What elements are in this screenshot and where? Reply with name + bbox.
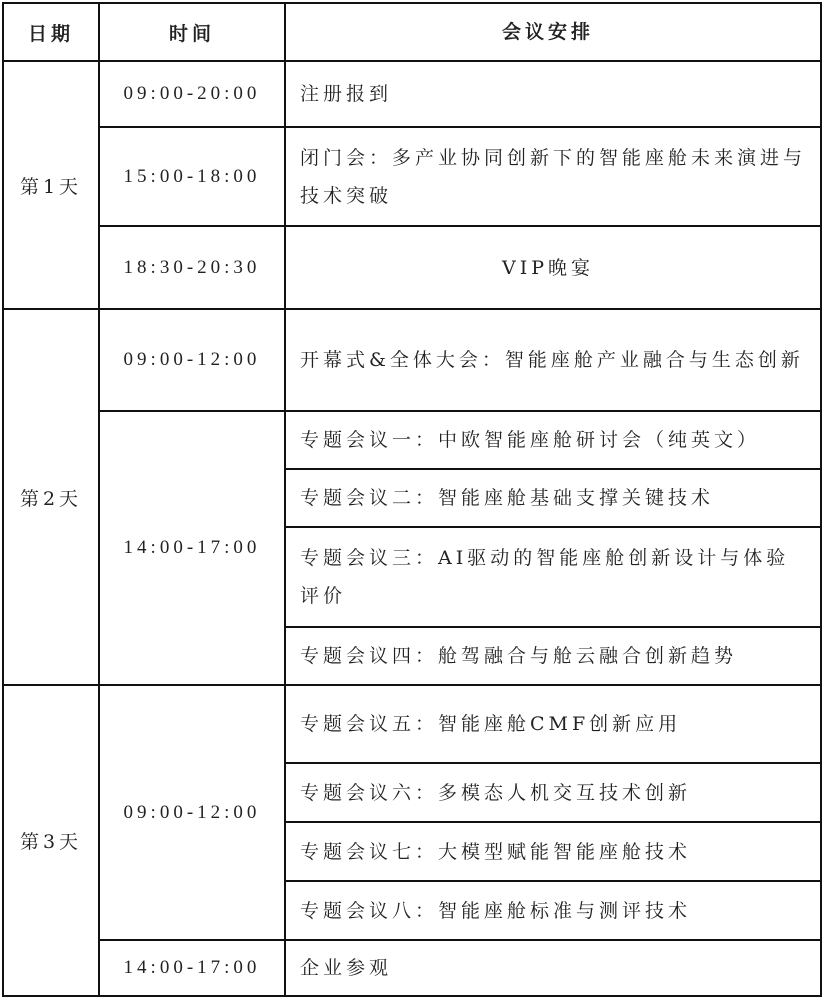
- session-item: 专题会议六：多模态人机交互技术创新: [285, 763, 821, 822]
- session-item: 专题会议八：智能座舱标准与测评技术: [285, 881, 821, 940]
- time-slot: 09:00-12:00: [99, 685, 285, 940]
- time-slot: 09:00-12:00: [99, 309, 285, 411]
- conference-schedule-table: [2, 2, 822, 997]
- header-agenda: 会议安排: [285, 3, 821, 61]
- time-slot: 15:00-18:00: [99, 127, 285, 226]
- session-item: 专题会议二：智能座舱基础支撑关键技术: [285, 469, 821, 527]
- session-item: 注册报到: [285, 61, 821, 127]
- day-label: 第2天: [3, 309, 99, 685]
- header-row: [3, 3, 821, 61]
- time-slot: 18:30-20:30: [99, 226, 285, 309]
- session-item: 专题会议三：AI驱动的智能座舱创新设计与体验评价: [285, 527, 821, 627]
- session-item: 专题会议一：中欧智能座舱研讨会（纯英文）: [285, 411, 821, 469]
- table-row: [3, 685, 821, 763]
- time-slot: 09:00-20:00: [99, 61, 285, 127]
- day-label: 第1天: [3, 61, 99, 309]
- header-date: 日期: [3, 3, 99, 61]
- table-row: [3, 940, 821, 996]
- table-row: [3, 127, 821, 226]
- table-row: [3, 309, 821, 411]
- session-item: VIP晚宴: [285, 226, 821, 309]
- header-time: 时间: [99, 3, 285, 61]
- table-row: [3, 61, 821, 127]
- table-row: [3, 226, 821, 309]
- time-slot: 14:00-17:00: [99, 411, 285, 685]
- time-slot: 14:00-17:00: [99, 940, 285, 996]
- session-item: 企业参观: [285, 940, 821, 996]
- session-item: 开幕式&全体大会：智能座舱产业融合与生态创新: [285, 309, 821, 411]
- day-label: 第3天: [3, 685, 99, 996]
- session-item: 专题会议四：舱驾融合与舱云融合创新趋势: [285, 627, 821, 685]
- session-item: 闭门会：多产业协同创新下的智能座舱未来演进与技术突破: [285, 127, 821, 226]
- session-item: 专题会议五：智能座舱CMF创新应用: [285, 685, 821, 763]
- table-row: [3, 411, 821, 469]
- session-item: 专题会议七：大模型赋能智能座舱技术: [285, 822, 821, 881]
